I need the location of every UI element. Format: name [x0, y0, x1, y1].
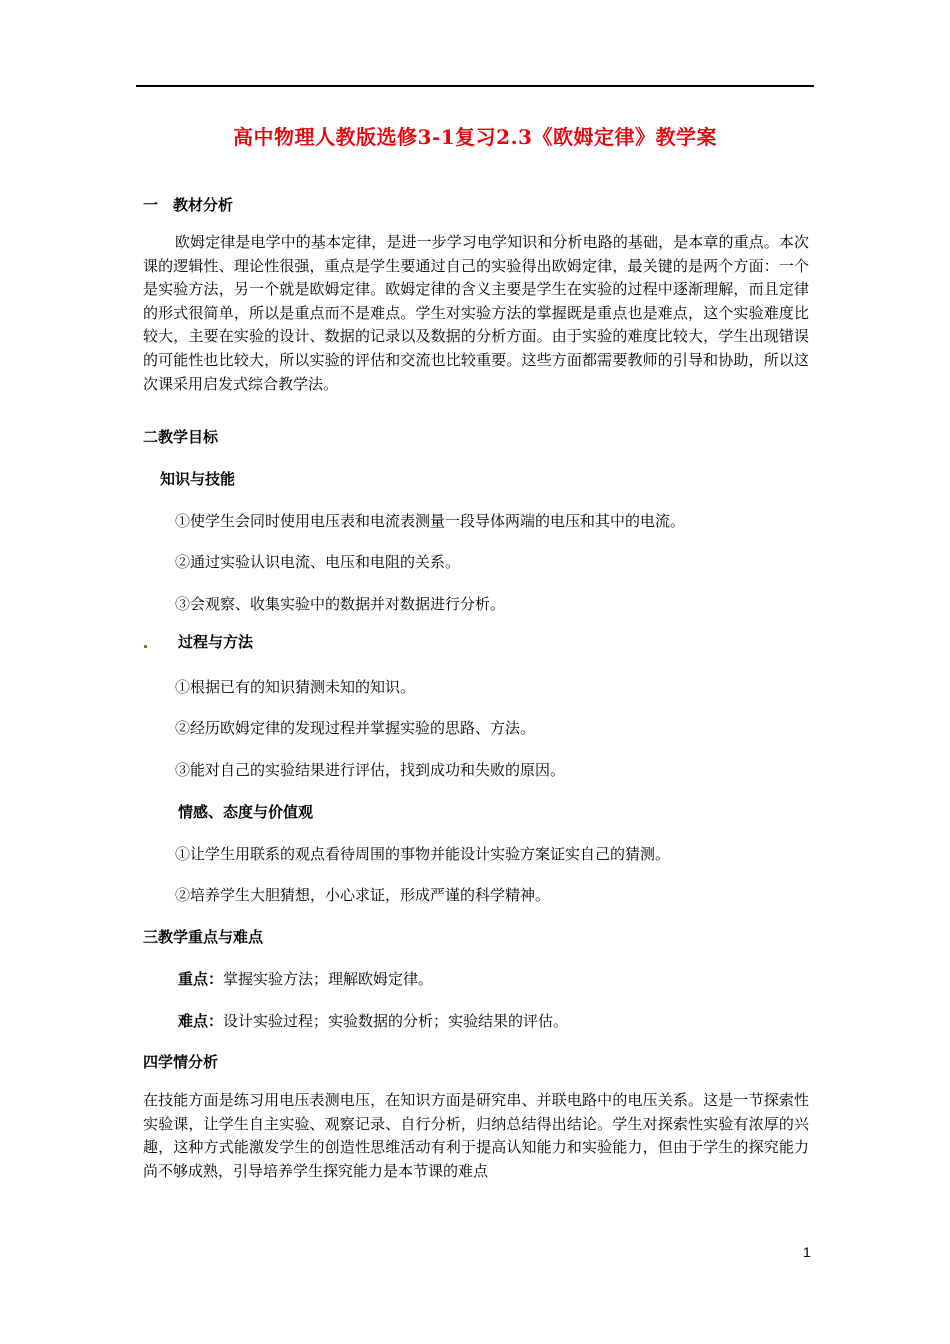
speck-mark [144, 645, 147, 648]
top-rule [136, 85, 814, 87]
key-point-line [178, 968, 433, 989]
emotion-item-2: ②培养学生大胆猜想，小心求证，形成严谨的科学精神。 [175, 886, 551, 904]
emotion-heading: 情感、态度与价值观 [178, 803, 314, 821]
knowledge-heading: 知识与技能 [160, 470, 236, 488]
key-point-text: 掌握实验方法；理解欧姆定律。 [223, 970, 434, 988]
process-item-1: ①根据已有的知识猜测未知的知识。 [175, 678, 416, 696]
process-heading: 过程与方法 [178, 633, 254, 651]
process-item-2: ②经历欧姆定律的发现过程并掌握实验的思路、方法。 [175, 719, 536, 737]
difficult-point-label: 难点： [178, 1012, 224, 1030]
section-4-heading: 四学情分析 [143, 1053, 219, 1071]
section-3-heading: 三教学重点与难点 [143, 928, 264, 946]
page-number: 1 [803, 1244, 811, 1260]
section-1-body: 欧姆定律是电学中的基本定律，是进一步学习电学知识和分析电路的基础，是本章的重点。本次课的逻辑性、理论性很强，重点是学生要通过自己的实验得出欧姆定律，最关键的是两个方面：一个是实验方法，另一个就是欧姆定律。欧姆定律的含义主要是学生在实验的过程中逐渐理解，而且定律的形式很简单，所以是重点而不是难点。学生对实验方法的掌握既是重点也是难点，这个实验难度比较大，主要在实验的设计、数据的记录以及数据的分析方面。由于实验的难度比较大，学生出现错误的可能性也比较大，所以实验的评估和交流也比较重要。这些方面都需要教师的引导和协助，所以这次课采用启发式综合教学法。 [143, 233, 809, 393]
knowledge-item-2: ②通过实验认识电流、电压和电阻的关系。 [175, 553, 461, 571]
knowledge-item-3: ③会观察、收集实验中的数据并对数据进行分析。 [175, 595, 506, 613]
section-2-heading: 二教学目标 [143, 428, 219, 446]
emotion-item-1: ①让学生用联系的观点看待周围的事物并能设计实验方案证实自己的猜测。 [175, 845, 671, 863]
key-point-label: 重点： [178, 970, 224, 988]
section-4-body: 在技能方面是练习用电压表测电压，在知识方面是研究串、并联电路中的电压关系。这是一节探索性实验课，让学生自主实验、观察记录、自行分析，归纳总结得出结论。学生对探索性实验有浓厚的兴趣，这种方式能激发学生的创造性思维活动有利于提高认知能力和实验能力，但由于学生的探究能力尚不够成熟，引导培养学生探究能力是本节课的难点 [143, 1091, 809, 1180]
section-1-heading: 一 教材分析 [143, 196, 234, 214]
process-item-3: ③能对自己的实验结果进行评估，找到成功和失败的原因。 [175, 761, 566, 779]
difficult-point-line [178, 1010, 568, 1031]
difficult-point-text: 设计实验过程；实验数据的分析；实验结果的评估。 [223, 1012, 569, 1030]
knowledge-item-1: ①使学生会同时使用电压表和电流表测量一段导体两端的电压和其中的电流。 [175, 512, 686, 530]
document-title: 高中物理人教版选修3-1复习2.3《欧姆定律》教学案 [233, 125, 717, 149]
